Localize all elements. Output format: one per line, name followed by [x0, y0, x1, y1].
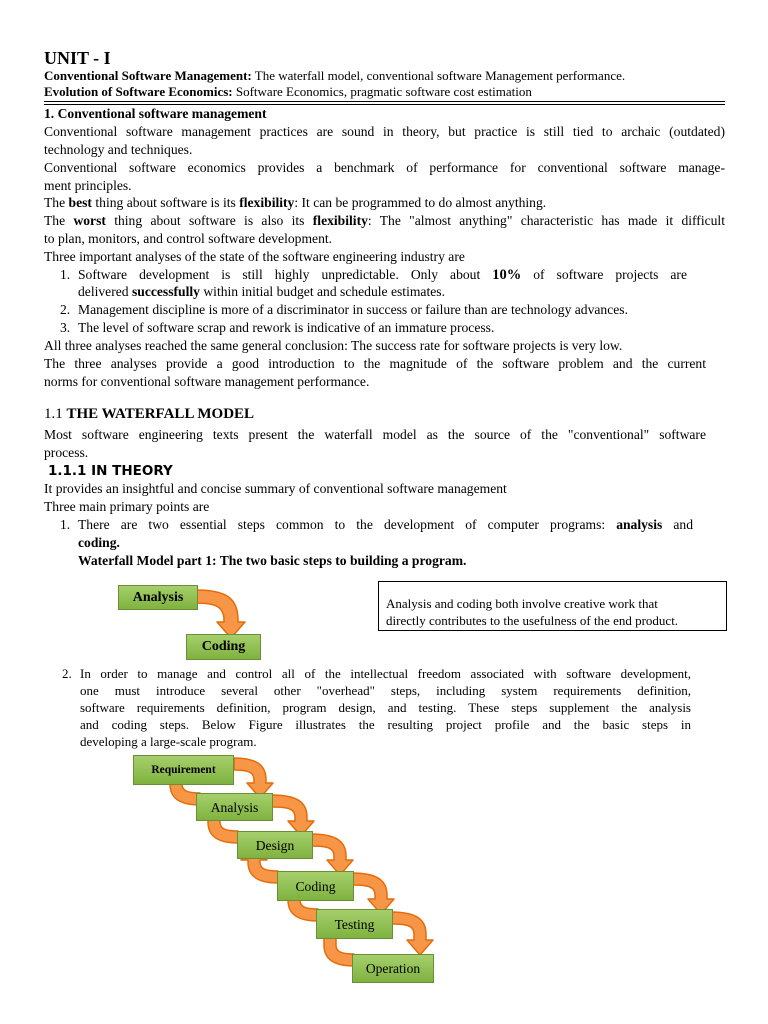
theory-list-item-2-line-3: software requirements definition, program design, and testing. These steps supplement the analysis: [80, 700, 691, 715]
theory-list-item-2-line-1: In order to manage and control all of the intellectual freedom associated with software development,: [80, 666, 691, 681]
down-arrow-1: [234, 758, 273, 798]
worst-a: The: [44, 213, 74, 228]
list-number-1: 1.: [60, 267, 71, 282]
worst-c: thing about software is also its: [105, 213, 313, 228]
item1-c: of software projects are: [521, 267, 687, 282]
heading-1-1-text: THE WATERFALL MODEL: [66, 406, 255, 422]
best-c: thing about software is its: [91, 195, 240, 210]
paragraph-worst-line-2: to plan, monitors, and control software development.: [44, 231, 333, 246]
theory-list-number-2: 2.: [62, 666, 72, 681]
list-item-2: Management discipline is more of a discriminator in success or failure than are technology advances.: [78, 302, 628, 317]
worst-d: flexibility: [312, 213, 368, 228]
paragraph-theory-1: It provides an insightful and concise summary of conventional software management: [44, 481, 507, 496]
theory-list-item-2-line-5: developing a large-scale program.: [80, 734, 257, 749]
paragraph-2-line-1: Conventional software economics provides a benchmark of performance for conventional software manage-: [44, 160, 725, 175]
waterfall-step-design: Design: [237, 831, 313, 859]
figure-1-analysis-box: Analysis: [118, 585, 198, 610]
waterfall-step-coding: Coding: [277, 871, 354, 901]
waterfall-step-testing: Testing: [316, 909, 393, 939]
theory-list-number-1: 1.: [60, 517, 71, 532]
paragraph-analyses-intro: Three important analyses of the state of the software engineering industry are: [44, 249, 465, 264]
paragraph-1-line-1: Conventional software management practices are sound in theory, but practice is still tied to archaic (outdated): [44, 124, 725, 139]
best-e: : It can be programmed to do almost anything.: [294, 195, 547, 210]
paragraph-waterfall-line-2: process.: [44, 445, 89, 460]
paragraph-magnitude-line-2: norms for conventional software management performance.: [44, 374, 370, 389]
down-arrow-3: [311, 834, 353, 875]
paragraph-magnitude-line-1: The three analyses provide a good introduction to the magnitude of the software problem and the current: [44, 356, 706, 371]
unit-title: UNIT - I: [44, 48, 111, 68]
paragraph-waterfall-line-1: Most software engineering texts present the waterfall model as the source of the "conventional" software: [44, 427, 706, 442]
syllabus-text-2: Software Economics, pragmatic software cost estimation: [232, 84, 532, 99]
best-b: best: [68, 195, 92, 210]
section-heading-1-1-1: 1.1.1 IN THEORY: [48, 463, 173, 479]
down-arrow-2: [272, 795, 314, 836]
theory-item1-a: There are two essential steps common to the development of computer programs:: [78, 517, 617, 532]
list-number-2: 2.: [60, 302, 71, 317]
section-heading-1: 1. Conventional software management: [44, 106, 267, 121]
worst-b: worst: [73, 213, 106, 228]
list-item-3: The level of software scrap and rework is indicative of an immature process.: [78, 320, 495, 335]
figure-1-note-line-2: directly contributes to the usefulness of the end product.: [386, 613, 679, 628]
down-arrow-4: [352, 873, 394, 914]
paragraph-theory-2: Three main primary points are: [44, 499, 210, 514]
item1-b: 10%: [492, 267, 522, 283]
figure-1-coding-box: Coding: [186, 634, 261, 660]
item1-l2c: within initial budget and schedule estimates.: [199, 284, 445, 299]
waterfall-step-analysis: Analysis: [196, 793, 273, 821]
item1-a: Software development is still highly unpredictable. Only about: [78, 267, 493, 282]
theory-item1-c: and: [662, 517, 693, 532]
syllabus-text-1: The waterfall model, conventional software Management performance.: [251, 68, 626, 83]
theory-list-item-2-line-4: and coding steps. Below Figure illustrates the resulting project profile and the basic steps in: [80, 717, 691, 732]
syllabus-label-2: Evolution of Software Economics:: [44, 84, 233, 99]
figure-1-note-line-1: Analysis and coding both involve creative work that: [386, 596, 658, 611]
item1-l2b: successfully: [131, 284, 200, 299]
item1-l2a: delivered: [78, 284, 132, 299]
heading-1-1-number: 1.1: [44, 406, 67, 422]
best-a: The: [44, 195, 69, 210]
paragraph-1-line-2: technology and techniques.: [44, 142, 193, 157]
waterfall-step-requirement: Requirement: [133, 755, 234, 785]
paragraph-conclusion: All three analyses reached the same general conclusion: The success rate for software projects is very low.: [44, 338, 623, 353]
list-number-3: 3.: [60, 320, 71, 335]
figure-caption-1: Waterfall Model part 1: The two basic steps to building a program.: [78, 553, 467, 568]
theory-list-item-1-line-2: coding.: [78, 535, 120, 550]
waterfall-step-operation: Operation: [352, 954, 434, 983]
worst-e: : The "almost anything" characteristic has made it difficult: [367, 213, 725, 228]
best-d: flexibility: [239, 195, 295, 210]
theory-list-item-2-line-2: one must introduce several other "overhead" steps, including system requirements definition,: [80, 683, 691, 698]
down-arrow-5: [391, 912, 433, 955]
syllabus-label-1: Conventional Software Management:: [44, 68, 252, 83]
paragraph-2-line-2: ment principles.: [44, 178, 132, 193]
theory-item1-b: analysis: [616, 517, 663, 532]
